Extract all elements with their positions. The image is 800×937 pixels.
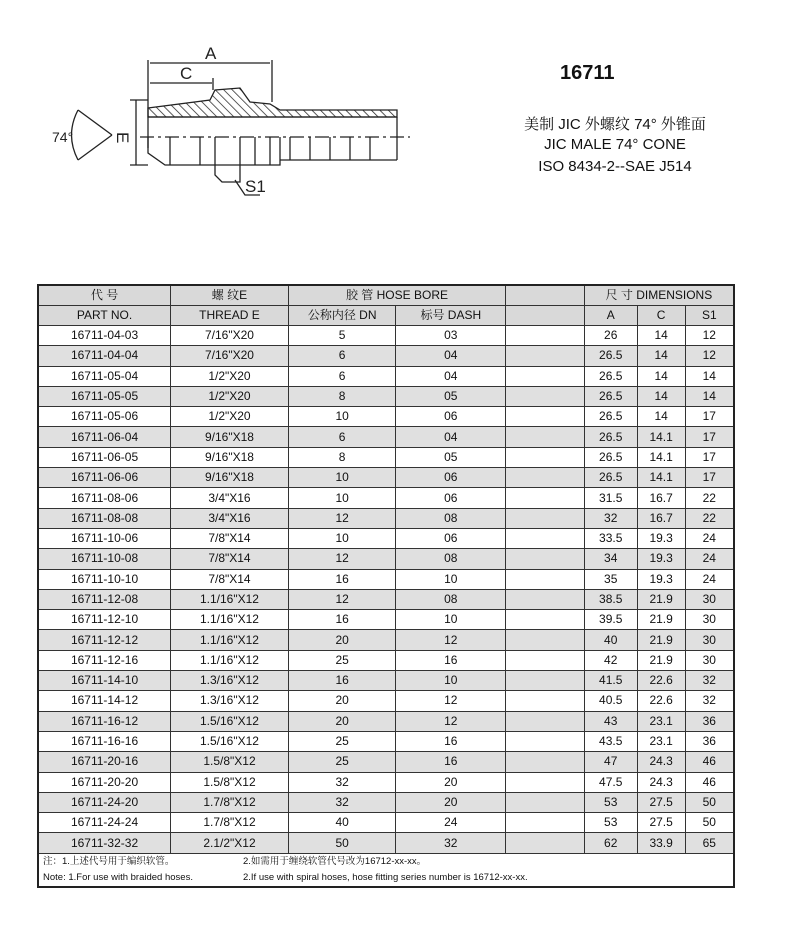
cell-dn: 12 [288, 549, 396, 569]
header-c: C [637, 306, 685, 326]
cell-part-no: 16711-24-24 [38, 813, 171, 833]
cell-blank [506, 650, 585, 670]
cell-thread: 9/16"X18 [171, 468, 289, 488]
cell-thread: 1.7/8"X12 [171, 813, 289, 833]
table-row [38, 386, 734, 406]
cell-blank [506, 630, 585, 650]
cell-dash: 20 [396, 772, 506, 792]
cell-dn: 50 [288, 833, 396, 853]
cell-s1: 17 [685, 447, 734, 467]
cell-thread: 7/16"X20 [171, 346, 289, 366]
cell-thread: 1.3/16"X12 [171, 671, 289, 691]
cell-blank [506, 589, 585, 609]
cell-dash: 06 [396, 407, 506, 427]
header-part-no: PART NO. [38, 306, 171, 326]
cell-c: 22.6 [637, 691, 685, 711]
header-dn: 公称内径 DN [288, 306, 396, 326]
header-dash: 标号 DASH [396, 306, 506, 326]
cell-dash: 10 [396, 569, 506, 589]
cell-part-no: 16711-05-04 [38, 366, 171, 386]
cell-c: 33.9 [637, 833, 685, 853]
cell-dash: 10 [396, 610, 506, 630]
cell-blank [506, 407, 585, 427]
cell-a: 33.5 [584, 528, 637, 548]
cell-a: 40.5 [584, 691, 637, 711]
cell-dn: 16 [288, 569, 396, 589]
cell-s1: 32 [685, 691, 734, 711]
cell-s1: 22 [685, 508, 734, 528]
cell-dn: 12 [288, 508, 396, 528]
table-row [38, 772, 734, 792]
cell-dash: 05 [396, 386, 506, 406]
cell-s1: 46 [685, 752, 734, 772]
cell-dash: 12 [396, 691, 506, 711]
cell-thread: 1/2"X20 [171, 386, 289, 406]
cell-s1: 65 [685, 833, 734, 853]
cell-s1: 22 [685, 488, 734, 508]
cell-dash: 16 [396, 650, 506, 670]
cell-c: 21.9 [637, 589, 685, 609]
cell-s1: 24 [685, 549, 734, 569]
cell-s1: 36 [685, 711, 734, 731]
header-s1: S1 [685, 306, 734, 326]
header-thread-cn: 螺 纹E [171, 285, 289, 306]
cell-a: 53 [584, 813, 637, 833]
cell-c: 23.1 [637, 731, 685, 751]
table-row [38, 792, 734, 812]
dim-e-label: E [113, 132, 132, 144]
cell-s1: 50 [685, 792, 734, 812]
cell-part-no: 16711-08-08 [38, 508, 171, 528]
cell-dn: 25 [288, 650, 396, 670]
cell-part-no: 16711-20-20 [38, 772, 171, 792]
table-row [38, 589, 734, 609]
header-blank [506, 306, 585, 326]
cell-c: 21.9 [637, 650, 685, 670]
cell-dash: 20 [396, 792, 506, 812]
cell-part-no: 16711-04-03 [38, 326, 171, 346]
header-thread: THREAD E [171, 306, 289, 326]
cell-thread: 1.5/16"X12 [171, 711, 289, 731]
cell-dash: 06 [396, 488, 506, 508]
cell-thread: 7/8"X14 [171, 569, 289, 589]
cell-part-no: 16711-06-04 [38, 427, 171, 447]
cell-dn: 6 [288, 427, 396, 447]
cell-thread: 3/4"X16 [171, 488, 289, 508]
cell-c: 21.9 [637, 610, 685, 630]
cell-thread: 7/8"X14 [171, 549, 289, 569]
table-row [38, 671, 734, 691]
cell-blank [506, 671, 585, 691]
cell-thread: 1.5/8"X12 [171, 772, 289, 792]
table-row [38, 326, 734, 346]
cell-c: 24.3 [637, 752, 685, 772]
table-row [38, 711, 734, 731]
cell-s1: 30 [685, 650, 734, 670]
cell-s1: 50 [685, 813, 734, 833]
cell-s1: 30 [685, 630, 734, 650]
cell-s1: 46 [685, 772, 734, 792]
cell-dash: 24 [396, 813, 506, 833]
table-row [38, 528, 734, 548]
cell-part-no: 16711-12-16 [38, 650, 171, 670]
cell-dn: 8 [288, 386, 396, 406]
cell-s1: 12 [685, 346, 734, 366]
header-part-cn: 代 号 [38, 285, 171, 306]
cell-a: 39.5 [584, 610, 637, 630]
cell-part-no: 16711-08-06 [38, 488, 171, 508]
cell-dash: 12 [396, 630, 506, 650]
cell-part-no: 16711-12-10 [38, 610, 171, 630]
cell-blank [506, 468, 585, 488]
cell-thread: 1.1/16"X12 [171, 650, 289, 670]
table-row [38, 691, 734, 711]
cell-blank [506, 610, 585, 630]
cell-s1: 24 [685, 569, 734, 589]
cell-dash: 08 [396, 508, 506, 528]
cell-a: 38.5 [584, 589, 637, 609]
cell-part-no: 16711-05-05 [38, 386, 171, 406]
cell-c: 14.1 [637, 447, 685, 467]
cell-blank [506, 569, 585, 589]
cell-dn: 16 [288, 671, 396, 691]
cell-a: 47.5 [584, 772, 637, 792]
note-en-2: 2.If use with spiral hoses, hose fitting series number is 16712-xx-xx. [243, 871, 528, 883]
cell-c: 14.1 [637, 468, 685, 488]
cell-blank [506, 528, 585, 548]
table-row [38, 407, 734, 427]
dim-c-label: C [180, 64, 193, 83]
cell-thread: 3/4"X16 [171, 508, 289, 528]
cell-dash: 16 [396, 752, 506, 772]
cell-dash: 06 [396, 528, 506, 548]
cell-blank [506, 427, 585, 447]
cell-blank [506, 731, 585, 751]
cell-part-no: 16711-05-06 [38, 407, 171, 427]
cell-c: 14 [637, 326, 685, 346]
cell-dn: 8 [288, 447, 396, 467]
cell-a: 26.5 [584, 366, 637, 386]
standard-label: ISO 8434-2--SAE J514 [538, 158, 692, 175]
cell-c: 16.7 [637, 508, 685, 528]
cell-part-no: 16711-12-08 [38, 589, 171, 609]
cell-s1: 36 [685, 731, 734, 751]
cell-thread: 7/8"X14 [171, 528, 289, 548]
cell-dn: 5 [288, 326, 396, 346]
cell-part-no: 16711-04-04 [38, 346, 171, 366]
cell-a: 26.5 [584, 386, 637, 406]
cell-thread: 1/2"X20 [171, 366, 289, 386]
part-series-title: 16711 [560, 62, 615, 84]
cell-dash: 16 [396, 731, 506, 751]
table-row [38, 549, 734, 569]
description-en: JIC MALE 74° CONE [544, 136, 686, 153]
cell-dn: 32 [288, 792, 396, 812]
table-row [38, 366, 734, 386]
cell-c: 16.7 [637, 488, 685, 508]
cell-a: 40 [584, 630, 637, 650]
cell-a: 26.5 [584, 468, 637, 488]
dim-a-label: A [205, 44, 217, 63]
cell-thread: 1.5/8"X12 [171, 752, 289, 772]
cell-blank [506, 833, 585, 853]
cell-blank [506, 691, 585, 711]
table-row [38, 569, 734, 589]
cell-blank [506, 447, 585, 467]
table-row [38, 427, 734, 447]
table-row [38, 508, 734, 528]
cell-c: 14.1 [637, 427, 685, 447]
cell-thread: 2.1/2"X12 [171, 833, 289, 853]
cell-part-no: 16711-06-05 [38, 447, 171, 467]
cell-dash: 04 [396, 346, 506, 366]
cell-dn: 10 [288, 407, 396, 427]
header-blank [506, 285, 585, 306]
cell-c: 24.3 [637, 772, 685, 792]
cell-c: 19.3 [637, 549, 685, 569]
cell-dn: 12 [288, 589, 396, 609]
cell-dn: 6 [288, 366, 396, 386]
cell-a: 42 [584, 650, 637, 670]
cell-dash: 08 [396, 549, 506, 569]
cell-dn: 10 [288, 488, 396, 508]
cell-thread: 1.3/16"X12 [171, 691, 289, 711]
cell-thread: 1.5/16"X12 [171, 731, 289, 751]
cell-c: 14 [637, 366, 685, 386]
cell-blank [506, 508, 585, 528]
cell-dn: 25 [288, 752, 396, 772]
table-row [38, 833, 734, 853]
cell-thread: 7/16"X20 [171, 326, 289, 346]
header-hose-bore: 胶 管 HOSE BORE [288, 285, 505, 306]
cell-a: 26.5 [584, 407, 637, 427]
cell-a: 26.5 [584, 447, 637, 467]
cell-part-no: 16711-16-12 [38, 711, 171, 731]
cell-c: 19.3 [637, 528, 685, 548]
table-row [38, 813, 734, 833]
cell-a: 32 [584, 508, 637, 528]
cell-dn: 20 [288, 711, 396, 731]
cell-a: 31.5 [584, 488, 637, 508]
cell-a: 47 [584, 752, 637, 772]
cell-s1: 17 [685, 427, 734, 447]
header-dimensions: 尺 寸 DIMENSIONS [584, 285, 734, 306]
angle-label: 74° [52, 129, 74, 145]
cell-blank [506, 711, 585, 731]
cell-dash: 03 [396, 326, 506, 346]
cell-dn: 25 [288, 731, 396, 751]
cell-thread: 1/2"X20 [171, 407, 289, 427]
cell-dash: 12 [396, 711, 506, 731]
cell-c: 14 [637, 386, 685, 406]
cell-blank [506, 813, 585, 833]
cell-blank [506, 792, 585, 812]
cell-a: 35 [584, 569, 637, 589]
cell-s1: 17 [685, 407, 734, 427]
cell-dn: 32 [288, 772, 396, 792]
cell-a: 41.5 [584, 671, 637, 691]
cell-c: 23.1 [637, 711, 685, 731]
cell-dn: 40 [288, 813, 396, 833]
cell-thread: 1.7/8"X12 [171, 792, 289, 812]
table-row [38, 610, 734, 630]
fitting-drawing [0, 30, 420, 205]
note-cn-2: 2.如需用于缠绕软管代号改为16712-xx-xx。 [243, 855, 427, 867]
cell-s1: 12 [685, 326, 734, 346]
cell-thread: 1.1/16"X12 [171, 610, 289, 630]
cell-a: 43.5 [584, 731, 637, 751]
spec-table [37, 284, 735, 888]
cell-a: 26.5 [584, 346, 637, 366]
cell-c: 22.6 [637, 671, 685, 691]
table-row [38, 447, 734, 467]
cell-s1: 30 [685, 610, 734, 630]
cell-blank [506, 386, 585, 406]
cell-c: 14 [637, 407, 685, 427]
cell-dash: 10 [396, 671, 506, 691]
cell-blank [506, 346, 585, 366]
cell-dn: 16 [288, 610, 396, 630]
cell-blank [506, 772, 585, 792]
cell-a: 26.5 [584, 427, 637, 447]
cell-dn: 20 [288, 630, 396, 650]
table-row [38, 488, 734, 508]
cell-blank [506, 549, 585, 569]
cell-thread: 9/16"X18 [171, 447, 289, 467]
cell-dash: 04 [396, 427, 506, 447]
table-row [38, 630, 734, 650]
cell-s1: 17 [685, 468, 734, 488]
dim-s1-label: S1 [245, 177, 266, 196]
cell-thread: 9/16"X18 [171, 427, 289, 447]
cell-dn: 10 [288, 468, 396, 488]
description-cn: 美制 JIC 外螺纹 74° 外锥面 [524, 116, 706, 133]
cell-thread: 1.1/16"X12 [171, 589, 289, 609]
cell-part-no: 16711-14-10 [38, 671, 171, 691]
header-a: A [584, 306, 637, 326]
cell-part-no: 16711-10-10 [38, 569, 171, 589]
cell-a: 26 [584, 326, 637, 346]
table-row [38, 346, 734, 366]
cell-s1: 24 [685, 528, 734, 548]
note-cn-1: 注：1.上述代号用于编织软管。 [43, 855, 175, 867]
cell-a: 34 [584, 549, 637, 569]
cell-blank [506, 488, 585, 508]
cell-c: 14 [637, 346, 685, 366]
cell-a: 62 [584, 833, 637, 853]
cell-part-no: 16711-14-12 [38, 691, 171, 711]
cell-part-no: 16711-24-20 [38, 792, 171, 812]
table-row [38, 468, 734, 488]
cell-part-no: 16711-20-16 [38, 752, 171, 772]
cell-dn: 20 [288, 691, 396, 711]
cell-s1: 32 [685, 671, 734, 691]
cell-dn: 6 [288, 346, 396, 366]
cell-part-no: 16711-32-32 [38, 833, 171, 853]
table-row [38, 752, 734, 772]
cell-dash: 04 [396, 366, 506, 386]
cell-dash: 05 [396, 447, 506, 467]
cell-part-no: 16711-10-08 [38, 549, 171, 569]
cell-c: 21.9 [637, 630, 685, 650]
cell-c: 27.5 [637, 813, 685, 833]
cell-dash: 06 [396, 468, 506, 488]
cell-part-no: 16711-12-12 [38, 630, 171, 650]
cell-dash: 08 [396, 589, 506, 609]
cell-blank [506, 752, 585, 772]
cell-part-no: 16711-16-16 [38, 731, 171, 751]
cell-blank [506, 366, 585, 386]
cell-blank [506, 326, 585, 346]
cell-dn: 10 [288, 528, 396, 548]
cell-s1: 14 [685, 386, 734, 406]
cell-a: 43 [584, 711, 637, 731]
cell-s1: 14 [685, 366, 734, 386]
cell-part-no: 16711-10-06 [38, 528, 171, 548]
table-row [38, 650, 734, 670]
note-en-1: Note: 1.For use with braided hoses. [43, 871, 193, 883]
table-row [38, 731, 734, 751]
cell-thread: 1.1/16"X12 [171, 630, 289, 650]
cell-c: 27.5 [637, 792, 685, 812]
cell-part-no: 16711-06-06 [38, 468, 171, 488]
cell-a: 53 [584, 792, 637, 812]
cell-s1: 30 [685, 589, 734, 609]
note-en [38, 870, 734, 887]
note-cn [38, 853, 734, 870]
cell-c: 19.3 [637, 569, 685, 589]
cell-dash: 32 [396, 833, 506, 853]
